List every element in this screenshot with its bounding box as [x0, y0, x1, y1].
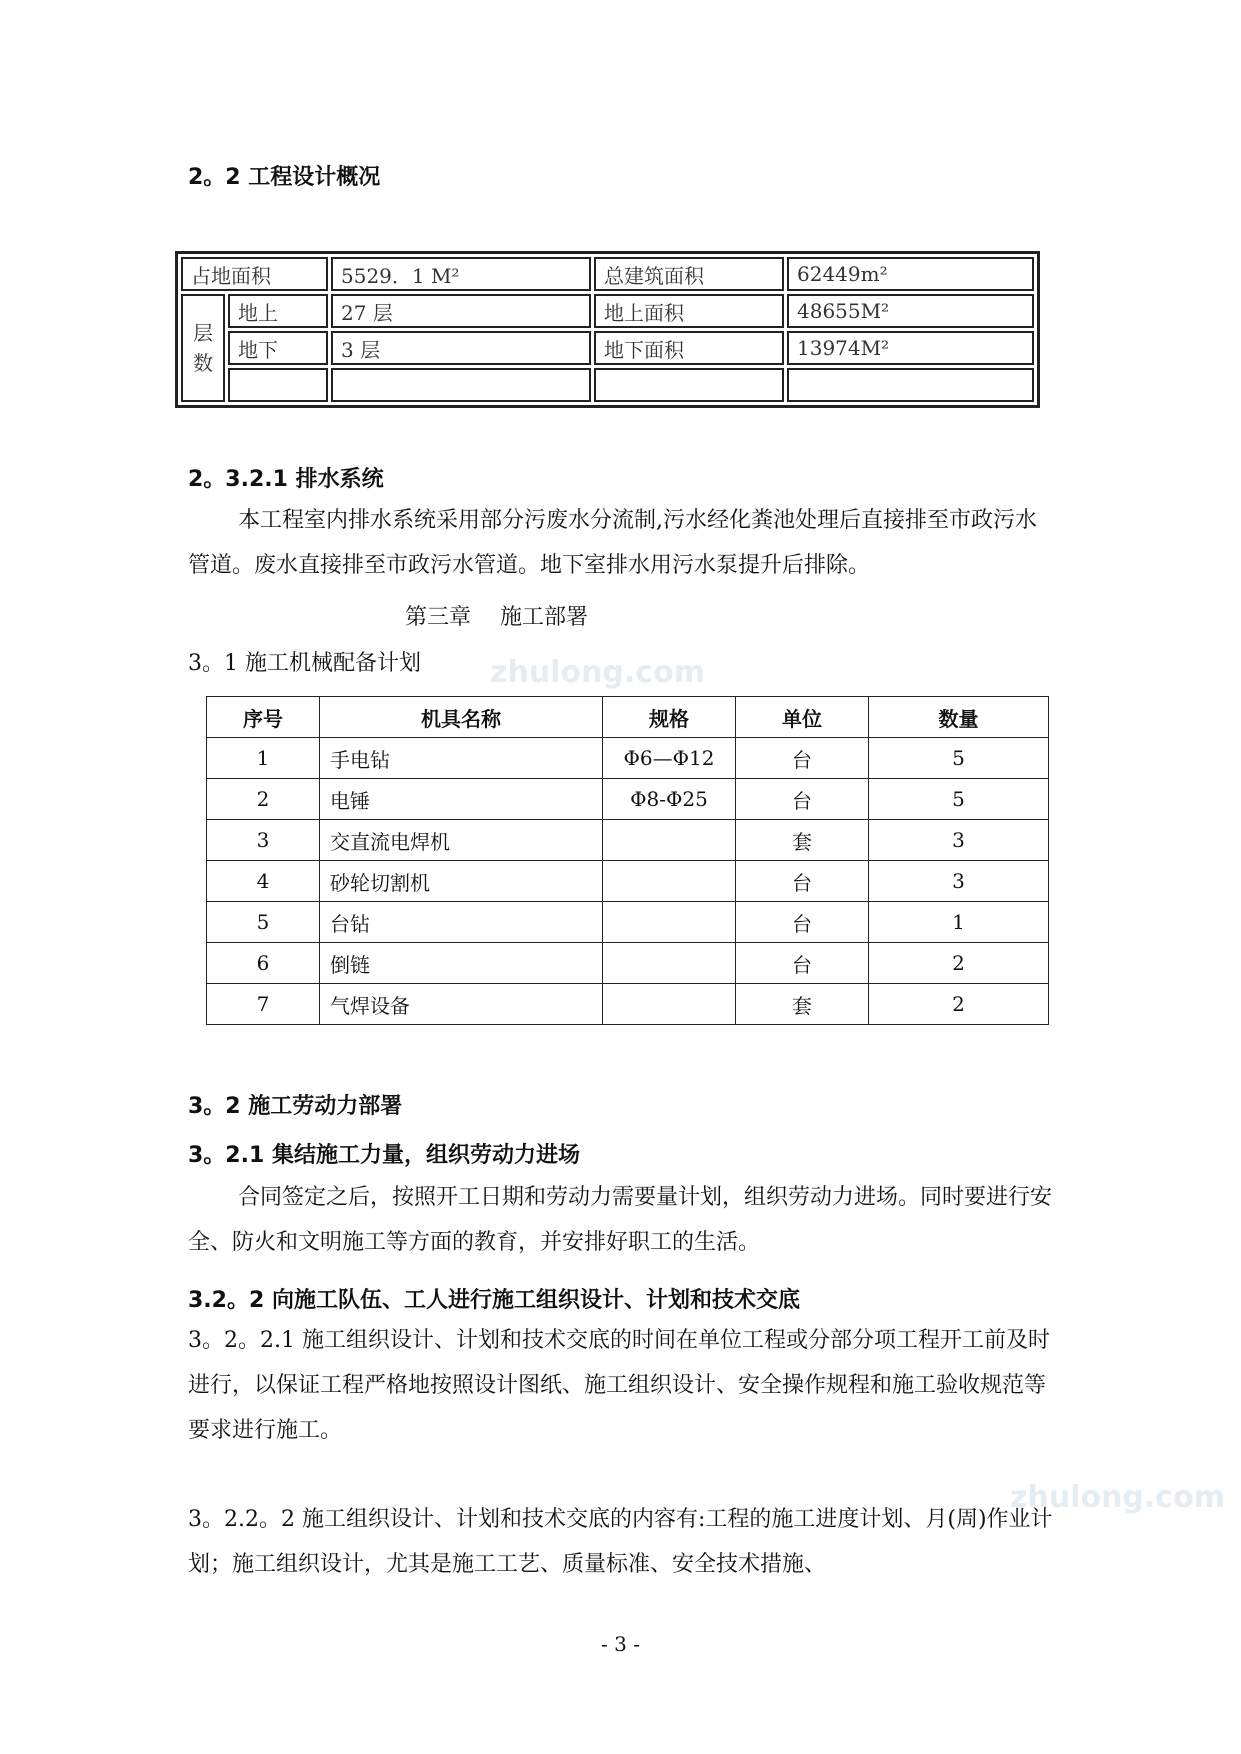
table-cell: 台: [736, 738, 869, 779]
column-header: 数量: [869, 697, 1049, 738]
table-cell: 3: [207, 820, 320, 861]
table-cell: 台: [736, 861, 869, 902]
table-cell: 总建筑面积: [594, 257, 784, 291]
table-cell: 电锤: [320, 779, 603, 820]
table-cell: 交直流电焊机: [320, 820, 603, 861]
table-cell: [603, 861, 736, 902]
table-cell: 2: [869, 984, 1049, 1025]
table-cell: [603, 984, 736, 1025]
table-cell: [603, 902, 736, 943]
table-cell: [603, 943, 736, 984]
column-header: 单位: [736, 697, 869, 738]
table-cell: 27 层: [331, 294, 591, 328]
design-overview-table: [175, 251, 1040, 408]
table-row: [207, 861, 1049, 902]
table-row: [181, 294, 1034, 328]
section-heading-3-2-2: 3.2。2 向施工队伍、工人进行施工组织设计、计划和技术交底: [188, 1288, 800, 1313]
table-row: [207, 820, 1049, 861]
table-cell: 5: [869, 779, 1049, 820]
table-cell: 台: [736, 902, 869, 943]
table-cell: [331, 368, 591, 402]
table-cell: 占地面积: [181, 257, 328, 291]
table-row: [207, 943, 1049, 984]
table-cell: 3 层: [331, 331, 591, 365]
column-header: 规格: [603, 697, 736, 738]
table-cell: 台钻: [320, 902, 603, 943]
table-row: [207, 902, 1049, 943]
table-header-row: [207, 697, 1049, 738]
table-row: [181, 257, 1034, 291]
table-cell: 砂轮切割机: [320, 861, 603, 902]
table-row: [181, 331, 1034, 365]
table-cell: 48655M²: [787, 294, 1034, 328]
table-cell: 台: [736, 943, 869, 984]
table-cell: 5529．1 M²: [331, 257, 591, 291]
floors-label: 层数: [181, 294, 225, 402]
watermark: zhulong.com: [1010, 1480, 1225, 1515]
table-cell: 6: [207, 943, 320, 984]
paragraph-3-2-2-1: 3。2。2.1 施工组织设计、计划和技术交底的时间在单位工程或分部分项工程开工前及时进行，以保证工程严格地按照设计图纸、施工组织设计、安全操作规程和施工验收规范等要求进行施工。: [188, 1328, 1050, 1443]
chapter-title: 第三章 施工部署: [405, 605, 588, 630]
table-cell: [594, 368, 784, 402]
machinery-table: [206, 696, 1049, 1025]
table-cell: 5: [207, 902, 320, 943]
drainage-paragraph: 本工程室内排水系统采用部分污废水分流制,污水经化粪池处理后直接排至市政污水管道。废水直接排至市政污水管道。地下室排水用污水泵提升后排除。: [188, 508, 1037, 578]
table-cell: 5: [869, 738, 1049, 779]
table-cell: 7: [207, 984, 320, 1025]
table-cell: 套: [736, 820, 869, 861]
column-header: 机具名称: [320, 697, 603, 738]
table-cell: 1: [207, 738, 320, 779]
section-heading-3-2: 3。2 施工劳动力部署: [188, 1094, 403, 1119]
table-cell: 套: [736, 984, 869, 1025]
table-cell: 3: [869, 820, 1049, 861]
table-row: [207, 779, 1049, 820]
table-cell: 气焊设备: [320, 984, 603, 1025]
table-cell: 地下面积: [594, 331, 784, 365]
table-cell: 倒链: [320, 943, 603, 984]
section-heading-3-1: 3。1 施工机械配备计划: [188, 651, 421, 676]
paragraph-3-2-1: 合同签定之后，按照开工日期和劳动力需要量计划，组织劳动力进场。同时要进行安全、防火和文明施工等方面的教育，并安排好职工的生活。: [188, 1185, 1053, 1255]
table-cell: 地上: [228, 294, 328, 328]
table-cell: 62449m²: [787, 257, 1034, 291]
watermark: zhulong.com: [490, 655, 705, 690]
paragraph-3-2-2-2: 3。2.2。2 施工组织设计、计划和技术交底的内容有:工程的施工进度计划、月(周)作业计划；施工组织设计，尤其是施工工艺、质量标准、安全技术措施、: [188, 1507, 1053, 1577]
table-cell: [787, 368, 1034, 402]
table-cell: 13974M²: [787, 331, 1034, 365]
section-heading-3-2-1: 3。2.1 集结施工力量，组织劳动力进场: [188, 1143, 580, 1168]
table-cell: 地上面积: [594, 294, 784, 328]
table-cell: 2: [207, 779, 320, 820]
section-heading-2-3-2-1: 2。3.2.1 排水系统: [188, 467, 384, 492]
table-cell: 2: [869, 943, 1049, 984]
table-cell: 3: [869, 861, 1049, 902]
section-heading-2-2: 2。2 工程设计概况: [188, 165, 381, 190]
table-cell: 4: [207, 861, 320, 902]
table-cell: 台: [736, 779, 869, 820]
table-cell: Φ6—Φ12: [603, 738, 736, 779]
table-cell: 手电钻: [320, 738, 603, 779]
table-cell: Φ8-Φ25: [603, 779, 736, 820]
page-number: - 3 -: [601, 1632, 640, 1656]
table-cell: [228, 368, 328, 402]
table-row: [207, 984, 1049, 1025]
table-cell: 地下: [228, 331, 328, 365]
table-cell: [603, 820, 736, 861]
table-cell: 1: [869, 902, 1049, 943]
table-row: [181, 368, 1034, 402]
column-header: 序号: [207, 697, 320, 738]
table-row: [207, 738, 1049, 779]
